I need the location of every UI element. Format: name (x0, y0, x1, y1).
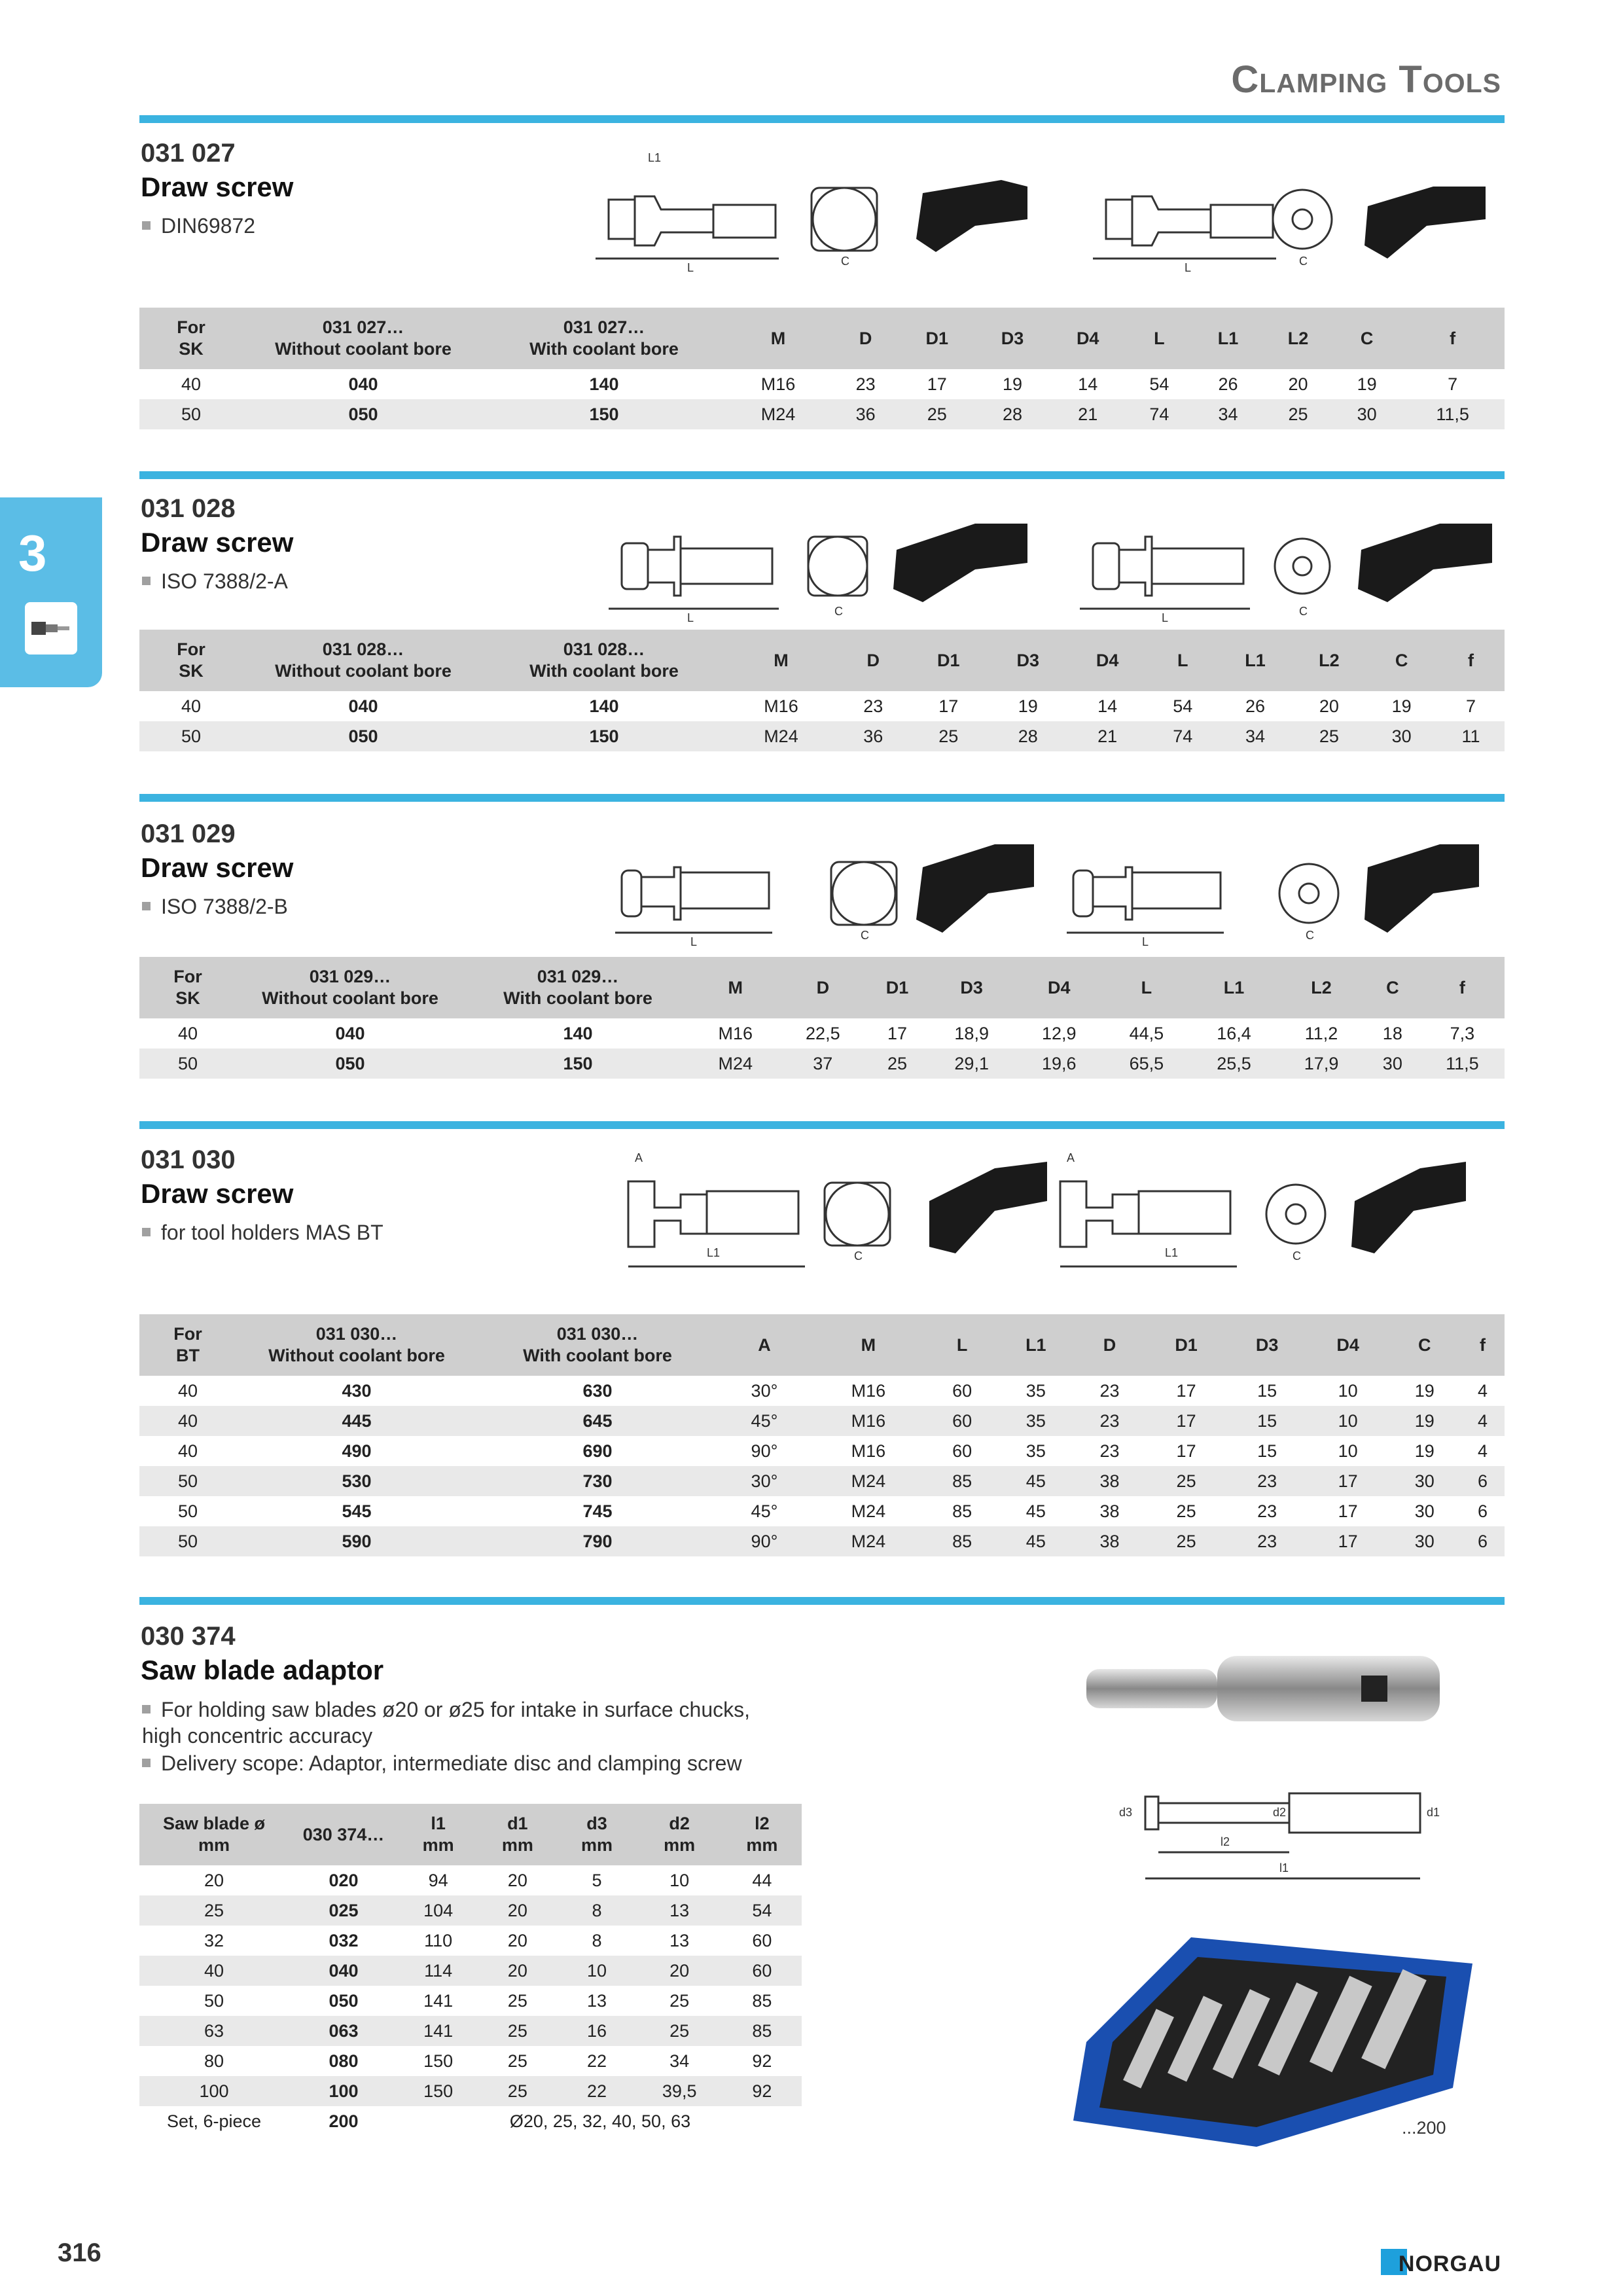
chapter-number: 3 (18, 524, 47, 582)
svg-text:A: A (635, 1151, 643, 1164)
saw-blade-adaptor-photo (1073, 1630, 1466, 1748)
table-row: 100 100 150 25 22 39,5 92 (139, 2076, 802, 2106)
product-bullet: For holding saw blades ø20 or ø25 for intake in surface chucks, high concentric accuracy (142, 1698, 750, 1748)
section-rule (139, 1597, 1505, 1605)
table-row: 63 063 141 25 16 25 85 (139, 2016, 802, 2046)
table-row: 40 040 114 20 10 20 60 (139, 1956, 802, 1986)
product-title: Saw blade adaptor (141, 1655, 384, 1685)
svg-text:L: L (1142, 935, 1149, 946)
svg-text:C: C (861, 929, 869, 942)
table-row: 20 020 94 20 5 10 44 (204, 1870, 772, 1890)
image-caption: ...200 (1402, 2118, 1446, 2138)
product-title: Draw screw (141, 527, 294, 558)
section-rule (139, 794, 1505, 802)
section-rule (139, 471, 1505, 479)
product-code: 030 374 (141, 1622, 236, 1651)
svg-text:l1: l1 (1279, 1861, 1289, 1874)
table-row: 50 530 730 30° M24 85 45 38 25 23 17 30 6 (139, 1466, 1505, 1496)
svg-text:L: L (690, 935, 698, 946)
svg-text:l2: l2 (1221, 1835, 1230, 1848)
table-header: For SK 031 028… Without coolant bore 031 028… With coolant bore M D D1 D3 D4 L L1 L2 C f (139, 630, 1505, 691)
svg-text:L: L (1162, 611, 1169, 622)
spec-table-031029 (139, 957, 1505, 1079)
table-row: 50 050 150 M24 37 25 29,1 19,6 65,5 25,5 17,9 30 11,5 (139, 1049, 1505, 1079)
svg-text:d1: d1 (1427, 1806, 1440, 1819)
table-row: Set, 6-piece 200 Ø20, 25, 32, 40, 50, 63 (166, 2111, 691, 2131)
svg-text:d2: d2 (1273, 1806, 1287, 1819)
table-header: For BT 031 030… Without coolant bore 031 030… With coolant bore A M L L1 D D1 D3 D4 C f (139, 1314, 1505, 1376)
svg-text:A: A (1067, 1151, 1075, 1164)
section-rule (139, 1121, 1505, 1129)
product-title: Draw screw (141, 1178, 294, 1209)
product-code: 031 027 (141, 139, 236, 168)
product-title: Draw screw (141, 852, 294, 883)
page-number: 316 (58, 2238, 101, 2267)
chapter-tab[interactable] (0, 497, 102, 687)
svg-text:C: C (834, 605, 843, 618)
product-bullet: for tool holders MAS BT (142, 1219, 383, 1246)
table-row: 40 490 690 90° M16 60 35 23 17 15 10 19 4 (177, 1441, 1488, 1461)
table-row: 40 040 140 M16 22,5 17 18,9 12,9 44,5 16,4 11,2 18 7,3 (177, 1023, 1475, 1043)
product-bullet: ISO 7388/2-B (142, 893, 288, 920)
svg-text:L1: L1 (1165, 1246, 1179, 1259)
table-row: 32 032 110 20 8 13 60 (204, 1930, 772, 1950)
svg-text:C: C (1306, 929, 1314, 942)
svg-text:d3: d3 (1119, 1806, 1133, 1819)
svg-text:L: L (687, 261, 694, 272)
svg-text:L1: L1 (648, 151, 662, 164)
svg-text:L1: L1 (707, 1246, 721, 1259)
product-code: 031 030 (141, 1145, 236, 1174)
table-row: 40 040 140 M16 23 17 19 14 54 26 20 19 7 (181, 696, 1476, 716)
table-header: For SK 031 027… Without coolant bore 031 027… With coolant bore M D D1 D3 D4 L L1 L2 C f (139, 308, 1505, 369)
svg-text:C: C (1293, 1249, 1301, 1263)
page-title: Clamping Tools (1231, 58, 1501, 101)
svg-text:C: C (854, 1249, 863, 1263)
product-title: Draw screw (141, 171, 294, 202)
spec-table-031030 (139, 1314, 1505, 1556)
table-header: Saw blade ø mm 030 374… l1 mm d1 mm d3 mm d2 mm l2 mm (139, 1804, 802, 1865)
product-code: 031 029 (141, 819, 236, 848)
table-header: For SK 031 029… Without coolant bore 031 029… With coolant bore M D D1 D3 D4 L L1 L2 C f (139, 957, 1505, 1018)
draw-screw-drawing (589, 1142, 1512, 1273)
draw-screw-drawing (582, 147, 1512, 272)
spec-table-030374 (139, 1804, 802, 2136)
product-bullet: DIN69872 (142, 213, 255, 239)
svg-text:C: C (1299, 605, 1308, 618)
svg-text:C: C (1299, 255, 1308, 268)
table-row: 80 080 150 25 22 34 92 (204, 2051, 772, 2071)
svg-text:L: L (1185, 261, 1192, 272)
table-row: 25 025 104 20 8 13 54 (139, 1895, 802, 1926)
tool-holder-icon (25, 602, 77, 655)
table-row: 50 050 141 25 13 25 85 (204, 1990, 772, 2011)
table-row: 40 430 630 30° M16 60 35 23 17 15 10 19 4 (177, 1380, 1488, 1401)
table-row: 50 545 745 45° M24 85 45 38 25 23 17 30 6 (177, 1501, 1488, 1521)
spec-table-031028 (139, 630, 1505, 751)
header-rule (139, 115, 1505, 123)
saw-blade-drawing (1106, 1780, 1446, 1898)
table-row: 40 445 645 45° M16 60 35 23 17 15 10 19 4 (139, 1406, 1505, 1436)
draw-screw-drawing (602, 821, 1512, 946)
draw-screw-drawing (582, 497, 1512, 622)
product-bullet: ISO 7388/2-A (142, 568, 288, 594)
table-row: 50 050 150 M24 36 25 28 21 74 34 25 30 11 (139, 721, 1505, 751)
table-row: 50 590 790 90° M24 85 45 38 25 23 17 30 6 (139, 1526, 1505, 1556)
product-code: 031 028 (141, 494, 236, 523)
svg-text:L: L (687, 611, 694, 622)
table-row: 50 050 150 M24 36 25 28 21 74 34 25 30 11,5 (139, 399, 1505, 429)
svg-text:C: C (841, 255, 849, 268)
brand-name: NORGAU (1398, 2251, 1501, 2276)
product-bullet: Delivery scope: Adaptor, intermediate disc and clamping screw (142, 1750, 862, 1776)
spec-table-031027 (139, 308, 1505, 429)
table-row: 40 040 140 M16 23 17 19 14 54 26 20 19 7 (181, 374, 1458, 394)
